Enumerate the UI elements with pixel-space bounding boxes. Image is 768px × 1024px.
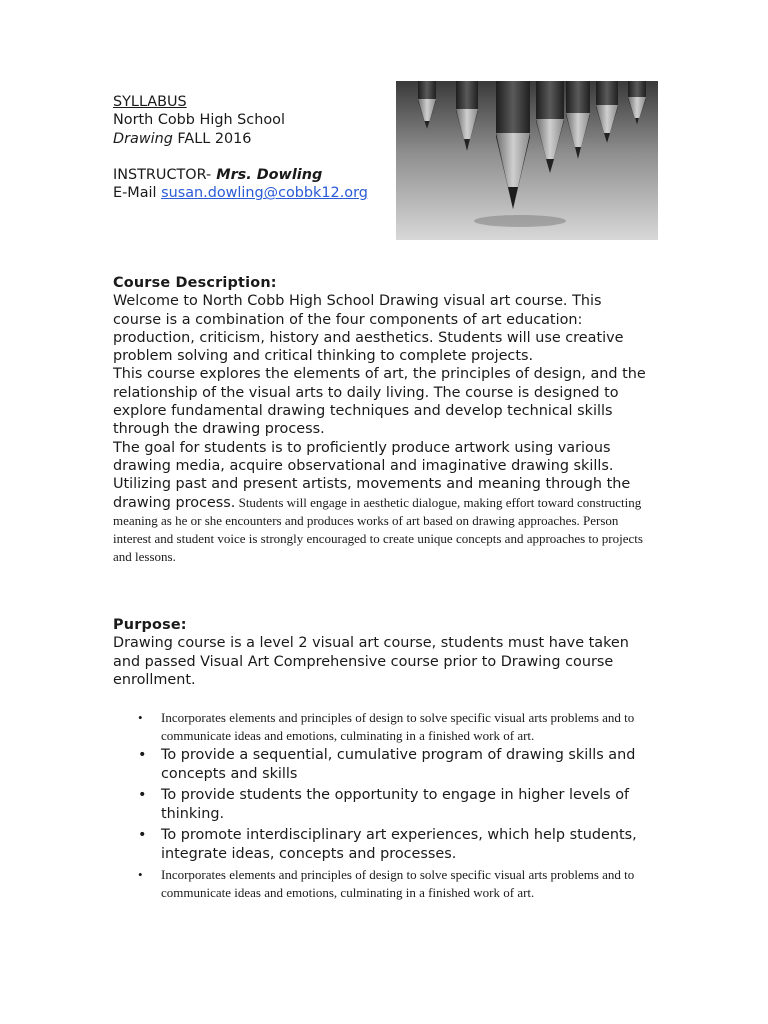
section-heading: Course Description: (113, 275, 277, 291)
description-paragraph-3 (113, 439, 653, 567)
section-heading: Purpose: (113, 617, 187, 633)
list-item (113, 826, 653, 864)
course-description (113, 274, 653, 567)
list-item (113, 746, 653, 784)
instructor-label: INSTRUCTOR- (113, 166, 212, 183)
pencils-photo (396, 81, 658, 240)
bullet-icon: • (138, 710, 143, 725)
course-name: Drawing (113, 130, 173, 147)
bullet-icon: • (138, 787, 147, 803)
list-item-text: Incorporates elements and principles of design to solve specific visual arts problems and to communicate ideas and emotions, culminating in a finished work of art. (161, 867, 635, 900)
list-item (113, 866, 653, 901)
course-term (113, 130, 393, 148)
purpose-text: Drawing course is a level 2 visual art course, students must have taken and passed Visual Art Comprehensive course prior to Drawing course enrollment. (113, 635, 629, 688)
instructor-line (113, 166, 393, 184)
list-item (113, 709, 653, 744)
description-paragraph-2: This course explores the elements of art, the principles of design, and the relationship of the visual arts to daily living. The course is designed to explore fundamental drawing techniques and develop technical skills through the drawing process. (113, 366, 646, 438)
objectives-list (113, 709, 653, 903)
syllabus-header (113, 93, 393, 202)
school-name: North Cobb High School (113, 112, 285, 129)
document-title: SYLLABUS (113, 94, 187, 110)
email-line (113, 184, 393, 202)
term-label: FALL 2016 (172, 130, 252, 147)
list-item-text: To provide a sequential, cumulative program of drawing skills and concepts and skills (161, 747, 636, 782)
bullet-icon: • (138, 827, 147, 843)
list-item-text: To promote interdisciplinary art experiences, which help students, integrate ideas, concepts and processes. (161, 827, 637, 862)
bullet-icon: • (138, 867, 143, 882)
purpose-section (113, 616, 653, 689)
description-paragraph-1: Welcome to North Cobb High School Drawing visual art course. This course is a combination of the four components of art education: production, criticism, history and aesthetics. Students will use creative problem solving and critical thinking to complete projects. (113, 293, 624, 365)
list-item (113, 786, 653, 824)
email-label: E-Mail (113, 185, 162, 202)
spacer (113, 148, 393, 166)
description-serif-text: Students will engage in aesthetic dialogue, making effort toward constructing meaning as he or she encounters and produces works of art based on drawing approaches. Person interest and student voice is strongly encouraged to create unique concepts and approaches to projects and lessons. (113, 494, 643, 565)
description-text: The goal for students is to proficiently produce artwork using various drawing media, acquire observational and imaginative drawing skills. Utilizing past and present artists, movements and meaning through the drawing process. (113, 439, 631, 511)
bullet-icon: • (138, 747, 147, 763)
instructor-name: Mrs. Dowling (211, 166, 323, 183)
list-item-text: Incorporates elements and principles of design to solve specific visual arts problems and to communicate ideas and emotions, culminating in a finished work of art. (161, 710, 635, 743)
email-link[interactable]: susan.dowling@cobbk12.org (161, 185, 368, 202)
list-item-text: To provide students the opportunity to engage in higher levels of thinking. (161, 787, 630, 822)
